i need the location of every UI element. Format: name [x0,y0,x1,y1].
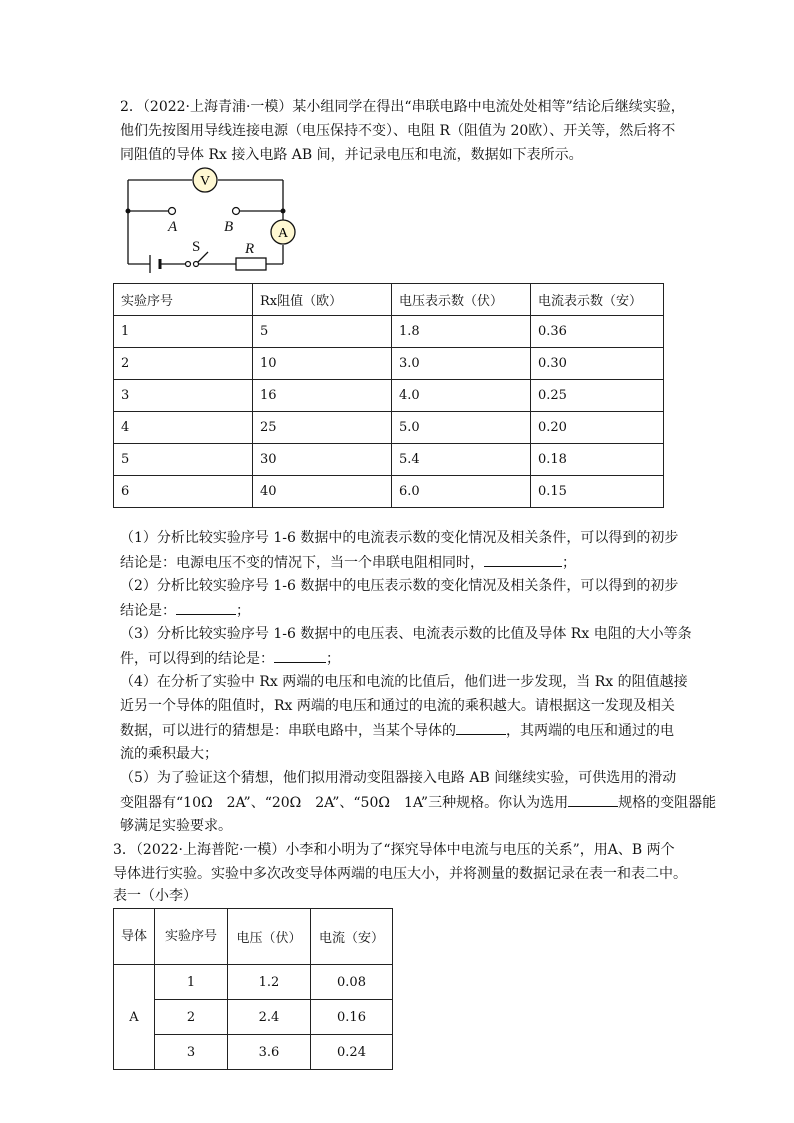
table-cell: 3.0 [392,348,531,380]
q2-sub5-line-2: 变阻器有“10Ω 2A”、“20Ω 2A”、“50Ω 1A”三种规格。你认为选用 规格的变阻器能 [120,792,720,813]
q2-intro-line-1: 2．（2022·上海青浦·一模）某小组同学在得出“串联电路中电流处处相等”结论后继续实验， [120,99,685,115]
table-cell: 0.08 [311,965,393,1000]
table-row [114,444,664,476]
table-header-row [114,284,664,316]
q3-intro-line-2: 导体进行实验。实验中多次改变导体两端的电压大小，并将测量的数据记录在表一和表二中。 [113,866,687,882]
table-cell: 6 [114,476,253,508]
q2-intro-line-3: 同阻值的导体 Rx 接入电路 AB 间，并记录电压和电流，数据如下表所示。 [120,147,583,163]
answer-blank-1[interactable] [484,552,562,567]
answer-blank-5[interactable] [568,792,618,807]
table-header-cell: 电压（伏） [228,909,311,965]
table-header-cell: 电流（安） [311,909,393,965]
voltmeter [193,168,217,192]
q2-sub3-line-2: 件，可以得到的结论是： ； [120,648,720,669]
table-header-cell: 电流表示数（安） [531,284,664,316]
q2-sub2-line-2: 结论是： ； [120,600,720,621]
q2-data-table [113,283,664,508]
table-cell: 0.18 [531,444,664,476]
q3-table-caption: 表一（小李） [113,888,197,904]
table-row [114,1035,393,1070]
table-cell: 0.24 [311,1035,393,1070]
table-cell: 3.6 [228,1035,311,1070]
table-row [114,380,664,412]
table-row [114,412,664,444]
q2-sub1-line-2: 结论是：电源电压不变的情况下，当一个串联电阻相同时， ； [120,552,720,573]
table-cell: 1 [155,965,228,1000]
table-cell: 1.2 [228,965,311,1000]
q2-sub4-line-2: 近另一个导体的阻值时，Rx 两端的电压和通过的电流的乘积越大。请根据这一发现及相关 [120,698,675,714]
answer-blank-4[interactable] [456,720,506,735]
q2-sub3-line-1: （3）分析比较实验序号 1-6 数据中的电压表、电流表示数的比值及导体 Rx 电阻的大小等条 [120,626,692,642]
table-header-cell: 电压表示数（伏） [392,284,531,316]
conductor-cell: A [114,965,155,1070]
table-cell: 5 [253,316,392,348]
answer-blank-3[interactable] [274,648,326,663]
table-cell: 4 [114,412,253,444]
q2-sub4-line-3: 数据，可以进行的猜想是：串联电路中，当某个导体的 ，其两端的电压和通过的电 [120,720,720,741]
q2-intro-line-2: 他们先按图用导线连接电源（电压保持不变）、电阻 R（阻值为 20欧）、开关等，然后将不 [120,123,676,139]
table-row [114,316,664,348]
voltmeter-label: V [199,174,211,189]
table-cell: 0.30 [531,348,664,380]
table-cell: 6.0 [392,476,531,508]
ammeter-label: A [277,226,289,241]
answer-blank-2[interactable] [176,600,236,615]
table-cell: 5 [114,444,253,476]
table-cell: 4.0 [392,380,531,412]
q2-sub1-line-1: （1）分析比较实验序号 1-6 数据中的电流表示数的变化情况及相关条件，可以得到的初步 [120,530,679,546]
table-cell: 1.8 [392,316,531,348]
table-header-cell: 实验序号 [155,909,228,965]
table-cell: 2.4 [228,1000,311,1035]
terminal-b-label: B [224,219,234,235]
q3-table-1 [113,908,393,1070]
table-header-cell: 导体 [114,909,155,965]
table-cell: 40 [253,476,392,508]
table-cell: 16 [253,380,392,412]
circuit-diagram [118,165,308,280]
table-row [114,965,393,1000]
table-cell: 2 [155,1000,228,1035]
table-header-cell: Rx阻值（欧） [253,284,392,316]
table-cell: 5.4 [392,444,531,476]
q3-intro-line-1: 3．（2022·上海普陀·一模）小李和小明为了“探究导体中电流与电压的关系”，用A、B 两个 [113,842,675,858]
ammeter [271,220,295,244]
table-cell: 25 [253,412,392,444]
resistor-label: R [245,241,255,257]
table-cell: 0.16 [311,1000,393,1035]
table-row [114,476,664,508]
table-cell: 1 [114,316,253,348]
table-cell: 0.25 [531,380,664,412]
table-row [114,348,664,380]
table-cell: 3 [114,380,253,412]
table-cell: 30 [253,444,392,476]
table-cell: 5.0 [392,412,531,444]
q2-sub5-line-1: （5）为了验证这个猜想，他们拟用滑动变阻器接入电路 AB 间继续实验，可供选用的滑动 [120,770,677,786]
switch-label: S [192,239,201,255]
terminal-a-label: A [168,219,178,235]
table-cell: 0.20 [531,412,664,444]
table-header-cell: 实验序号 [114,284,253,316]
table-cell: 10 [253,348,392,380]
table-cell: 0.15 [531,476,664,508]
table-cell: 0.36 [531,316,664,348]
q2-sub4-line-1: （4）在分析了实验中 Rx 两端的电压和电流的比值后，他们进一步发现，当 Rx 的阻值越接 [120,674,688,690]
q2-sub5-line-3: 够满足实验要求。 [120,818,232,834]
table-cell: 2 [114,348,253,380]
terminal-a [169,208,176,215]
q2-sub2-line-1: （2）分析比较实验序号 1-6 数据中的电压表示数的变化情况及相关条件，可以得到的初步 [120,578,679,594]
q2-sub4-line-4: 流的乘积最大； [120,746,218,762]
table-row [114,1000,393,1035]
terminal-b [233,208,240,215]
table-header-row [114,909,393,965]
table-cell: 3 [155,1035,228,1070]
